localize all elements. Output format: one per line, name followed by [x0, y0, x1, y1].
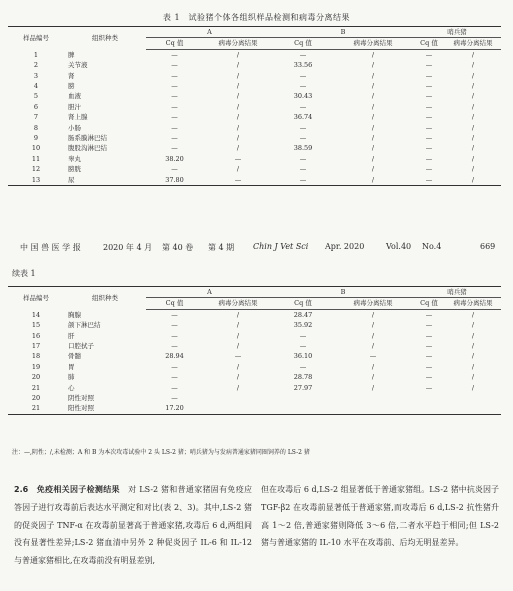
tissue-cell: 小肠: [68, 123, 81, 132]
sample-no-cell: 17: [31, 342, 41, 351]
table-row: [8, 383, 501, 393]
b-isolation-cell: /: [333, 175, 413, 186]
page-number: 669: [480, 242, 496, 251]
sample-no-cell: 7: [33, 113, 39, 122]
a-ct-cell: —: [171, 61, 178, 70]
sample-no-cell: 1: [33, 50, 39, 59]
sample-no-cell: 6: [33, 102, 39, 111]
tissue-cell: 肾: [68, 71, 75, 80]
tissue-cell: 胸腺: [68, 310, 81, 319]
b-ct-cell: —: [299, 82, 307, 91]
isolation-header: 病毒分离结果: [333, 298, 413, 309]
a-isolation-cell: /: [236, 310, 240, 319]
sentinel-isolation-cell: /: [445, 175, 501, 186]
table-row: [8, 362, 501, 372]
tissue-cell: 阳性对照: [64, 403, 146, 414]
sentinel-ct-cell: —: [425, 373, 433, 382]
table-row: [8, 60, 501, 70]
tissue-header: 组织种类: [64, 287, 146, 310]
b-ct-cell: 28.47: [293, 310, 313, 319]
table-row: [8, 81, 501, 91]
sentinel-ct-cell: —: [425, 71, 433, 80]
b-ct-cell: 36.74: [293, 113, 313, 122]
a-isolation-cell: /: [236, 383, 240, 392]
a-isolation-cell: —: [203, 175, 273, 186]
sentinel-ct-cell: [413, 403, 445, 414]
b-ct-cell: [273, 403, 333, 414]
sentinel-ct-cell: —: [425, 331, 433, 340]
tissue-cell: 血液: [68, 92, 81, 101]
volume: 第 40 卷: [162, 243, 194, 252]
issue-en: No.4: [422, 242, 442, 251]
tissue-header: 组织种类: [64, 27, 146, 50]
volume-en: Vol.40: [386, 242, 412, 251]
a-ct-cell: —: [171, 134, 178, 143]
b-isolation-cell: /: [371, 383, 375, 392]
sample-no-cell: 13: [8, 175, 64, 186]
b-ct-cell: 28.78: [293, 373, 313, 382]
b-ct-cell: —: [273, 175, 333, 186]
a-ct-cell: —: [171, 321, 178, 330]
tissue-cell: 脾: [68, 50, 75, 59]
sample-no-header: 样品编号: [8, 27, 64, 50]
group-b-header: B: [273, 287, 413, 298]
table-row: [8, 123, 501, 133]
sentinel-isolation-cell: [445, 403, 501, 414]
table-row: [8, 164, 501, 174]
ct-header: Cq 值: [273, 38, 333, 49]
table-row: [8, 154, 501, 164]
sentinel-ct-cell: [413, 393, 445, 403]
b-isolation-cell: /: [371, 123, 375, 132]
sample-no-cell: 15: [31, 321, 41, 330]
sentinel-ct-cell: —: [425, 321, 433, 330]
b-isolation-cell: /: [371, 331, 375, 340]
sentinel-ct-cell: —: [425, 362, 433, 371]
table2-caption: 续表 1: [12, 269, 36, 278]
sample-no-cell: 12: [31, 165, 41, 174]
table-row: [8, 102, 501, 112]
a-ct-cell: —: [171, 394, 178, 403]
a-isolation-cell: /: [236, 71, 240, 80]
sentinel-header: 哨兵猪: [413, 287, 501, 298]
a-isolation-cell: /: [236, 82, 240, 91]
b-isolation-cell: /: [371, 92, 375, 101]
a-ct-cell: —: [171, 113, 178, 122]
b-ct-cell: 36.10: [293, 352, 313, 361]
sample-no-cell: 18: [31, 352, 41, 361]
isolation-header: 病毒分离结果: [333, 38, 413, 49]
sample-no-cell: 14: [31, 310, 41, 319]
b-isolation-cell: /: [371, 61, 375, 70]
issue-date: 2020 年 4 月: [103, 243, 153, 252]
sentinel-isolation-cell: /: [471, 92, 475, 101]
b-ct-cell: 33.56: [293, 61, 313, 70]
sentinel-ct-cell: —: [425, 165, 433, 174]
a-ct-cell: —: [171, 82, 178, 91]
tissue-cell: 肾上腺: [68, 113, 88, 122]
sentinel-isolation-cell: /: [471, 71, 475, 80]
ct-header: Cq 值: [413, 298, 445, 309]
group-b-header: B: [273, 27, 413, 38]
b-ct-cell: —: [299, 154, 307, 163]
b-isolation-cell: /: [371, 362, 375, 371]
sentinel-isolation-cell: /: [471, 113, 475, 122]
a-ct-cell: —: [171, 383, 178, 392]
table-row: [8, 143, 501, 153]
body-column-left: [14, 481, 252, 570]
tissue-cell: 膀: [68, 82, 75, 91]
a-ct-cell: 37.80: [146, 175, 203, 186]
b-isolation-cell: /: [371, 102, 375, 111]
isolation-header: 病毒分离结果: [203, 298, 273, 309]
b-ct-cell: 30.43: [293, 92, 313, 101]
b-ct-cell: 38.59: [293, 144, 313, 153]
tissue-cell: 尿: [64, 175, 146, 186]
b-ct-cell: [273, 393, 333, 403]
body-column-right: [261, 481, 499, 552]
a-ct-cell: —: [171, 123, 178, 132]
a-ct-cell: —: [171, 362, 178, 371]
ct-header: Cq 值: [413, 38, 445, 49]
b-isolation-cell: —: [369, 352, 377, 361]
a-isolation-cell: [203, 393, 273, 403]
sentinel-ct-cell: —: [425, 82, 433, 91]
a-isolation-cell: /: [236, 123, 240, 132]
sample-no-cell: 4: [33, 82, 39, 91]
b-isolation-cell: /: [371, 342, 375, 351]
sentinel-isolation-cell: /: [471, 165, 475, 174]
sample-no-cell: 5: [33, 92, 39, 101]
tissue-cell: 睾丸: [68, 154, 81, 163]
sentinel-isolation-cell: /: [471, 154, 475, 163]
a-isolation-cell: /: [236, 134, 240, 143]
sentinel-isolation-cell: /: [471, 123, 475, 132]
sentinel-isolation-cell: /: [471, 331, 475, 340]
table-row: [8, 351, 501, 361]
b-ct-cell: —: [299, 102, 307, 111]
a-isolation-cell: /: [236, 144, 240, 153]
sentinel-ct-cell: —: [425, 113, 433, 122]
ct-header: Cq 值: [146, 38, 203, 49]
a-isolation-cell: /: [236, 342, 240, 351]
tissue-cell: 肝: [68, 331, 75, 340]
b-isolation-cell: /: [371, 82, 375, 91]
a-ct-cell: —: [171, 71, 178, 80]
b-ct-cell: —: [299, 165, 307, 174]
sentinel-isolation-cell: [445, 393, 501, 403]
tissue-cell: 骨髓: [68, 352, 81, 361]
sentinel-isolation-cell: /: [471, 342, 475, 351]
table1: [8, 26, 501, 186]
table-note: 注：—,阴性；/,未检测；A 和 B 为本次攻毒试验中 2 头 LS-2 猪；哨兵猪为与发病普通家猪同圈饲养的 LS-2 猪: [12, 449, 310, 456]
sample-no-cell: 2: [33, 61, 39, 70]
table2: [8, 286, 501, 415]
journal-name: 中 国 兽 医 学 报: [20, 243, 81, 252]
a-ct-cell: —: [171, 102, 178, 111]
issue: 第 4 期: [208, 243, 235, 252]
b-ct-cell: —: [299, 342, 307, 351]
sample-no-cell: 10: [31, 144, 41, 153]
a-ct-cell: —: [171, 373, 178, 382]
tissue-cell: 胃: [68, 362, 75, 371]
paragraph-text: 但在攻毒后 6 d,LS-2 组显著低于普通家猪组。LS-2 猪中抗炎因子 TGF-β2 在攻毒前显著低于普通家猪,而攻毒后 6 d,LS-2 抗性猪升高 1～2 倍,普通家猪则降低 3～6 倍,二者水平趋于相同;但 LS-2 猪与普通家猪的 IL-10 水平在攻毒前、后均无明显差异。: [261, 485, 499, 548]
ct-header: Cq 值: [146, 298, 203, 309]
sentinel-ct-cell: —: [413, 175, 445, 186]
table-row: [8, 372, 501, 382]
sentinel-isolation-cell: /: [471, 321, 475, 330]
journal-en: Chin J Vet Sci: [253, 242, 309, 251]
a-ct-cell: —: [171, 50, 178, 59]
a-ct-cell: 17.20: [146, 403, 203, 414]
sentinel-isolation-cell: /: [471, 50, 475, 59]
sentinel-isolation-cell: /: [471, 373, 475, 382]
tissue-cell: 肠系膜淋巴结: [68, 134, 107, 143]
sample-no-cell: 9: [33, 134, 39, 143]
table-row: [8, 133, 501, 143]
a-isolation-cell: /: [236, 113, 240, 122]
sentinel-ct-cell: —: [425, 50, 433, 59]
a-ct-cell: —: [171, 342, 178, 351]
b-isolation-cell: /: [371, 134, 375, 143]
sentinel-isolation-cell: /: [471, 134, 475, 143]
b-ct-cell: —: [299, 71, 307, 80]
tissue-cell: 肺: [68, 373, 75, 382]
a-ct-cell: 38.20: [165, 154, 184, 163]
sentinel-ct-cell: —: [425, 342, 433, 351]
sentinel-ct-cell: —: [425, 352, 433, 361]
a-isolation-cell: /: [236, 165, 240, 174]
b-ct-cell: 35.92: [293, 321, 313, 330]
b-isolation-cell: /: [371, 144, 375, 153]
sentinel-ct-cell: —: [425, 92, 433, 101]
sentinel-ct-cell: —: [425, 310, 433, 319]
ct-header: Cq 值: [273, 298, 333, 309]
b-isolation-cell: [333, 393, 413, 403]
isolation-header: 病毒分离结果: [445, 38, 501, 49]
tissue-cell: 心: [68, 383, 75, 392]
sample-no-cell: 19: [31, 362, 41, 371]
b-ct-cell: —: [299, 50, 307, 59]
sample-no-cell: 3: [33, 71, 39, 80]
sentinel-ct-cell: —: [425, 123, 433, 132]
sentinel-isolation-cell: /: [471, 362, 475, 371]
sentinel-isolation-cell: /: [471, 310, 475, 319]
sentinel-isolation-cell: /: [471, 352, 475, 361]
sentinel-ct-cell: —: [425, 134, 433, 143]
sentinel-header: 哨兵猪: [413, 27, 501, 38]
b-isolation-cell: /: [371, 373, 375, 382]
paragraph-text: 对 LS-2 猪和普通家猪固有免疫应答因子进行攻毒前后表达水平测定和对比(表 2、3)。其中,LS-2 猪的促炎因子 TNF-α 在攻毒前显著高于普通家猪,攻毒后 6 d,两组间没有显著性差异;LS-2 猪血清中另外 2 种促炎因子 IL-6 和 IL-12 与普通家猪相比,在攻毒前没有明显差别,: [14, 485, 253, 566]
table-row: [8, 403, 501, 414]
table-row: [8, 91, 501, 101]
sentinel-ct-cell: —: [425, 383, 433, 392]
tissue-cell: 口腔拭子: [68, 342, 94, 351]
a-isolation-cell: /: [236, 50, 240, 59]
a-isolation-cell: /: [236, 321, 240, 330]
table-row: [8, 49, 501, 60]
table1-caption: 表 1 试验猪个体各组织样品检测和病毒分离结果: [162, 13, 351, 22]
a-ct-cell: —: [171, 144, 178, 153]
sentinel-ct-cell: —: [425, 61, 433, 70]
a-ct-cell: —: [171, 310, 178, 319]
sentinel-isolation-cell: /: [471, 82, 475, 91]
date-en: Apr. 2020: [325, 242, 365, 251]
sample-no-cell: 21: [31, 383, 41, 392]
a-isolation-cell: [203, 403, 273, 414]
b-isolation-cell: /: [371, 165, 375, 174]
a-isolation-cell: /: [236, 92, 240, 101]
a-isolation-cell: /: [236, 331, 240, 340]
sentinel-isolation-cell: /: [471, 383, 475, 392]
sample-no-cell: 11: [31, 154, 41, 163]
table-row: [8, 309, 501, 320]
b-ct-cell: —: [299, 362, 307, 371]
sample-no-cell: 21: [8, 403, 64, 414]
sample-no-cell: 20: [31, 394, 41, 403]
section-heading: 2.6 免疫相关因子检测结果: [14, 485, 120, 494]
group-a-header: A: [146, 287, 273, 298]
a-ct-cell: —: [171, 92, 178, 101]
table-row: [8, 341, 501, 351]
sample-no-cell: 20: [31, 373, 41, 382]
sentinel-ct-cell: —: [425, 154, 433, 163]
table-row: [8, 393, 501, 403]
a-isolation-cell: /: [236, 362, 240, 371]
sentinel-isolation-cell: /: [471, 102, 475, 111]
sample-no-cell: 16: [31, 331, 41, 340]
b-isolation-cell: /: [371, 321, 375, 330]
a-isolation-cell: —: [234, 154, 242, 163]
isolation-header: 病毒分离结果: [445, 298, 501, 309]
isolation-header: 病毒分离结果: [203, 38, 273, 49]
a-ct-cell: —: [171, 331, 178, 340]
b-ct-cell: 27.97: [293, 383, 313, 392]
a-ct-cell: —: [171, 165, 178, 174]
tissue-cell: 胆汁: [68, 102, 81, 111]
b-ct-cell: —: [299, 123, 307, 132]
b-isolation-cell: /: [371, 113, 375, 122]
tissue-cell: 关节液: [68, 61, 88, 70]
b-isolation-cell: /: [371, 310, 375, 319]
b-isolation-cell: [333, 403, 413, 414]
a-isolation-cell: /: [236, 61, 240, 70]
table-row: [8, 331, 501, 341]
sentinel-ct-cell: —: [425, 144, 433, 153]
b-isolation-cell: /: [371, 154, 375, 163]
a-isolation-cell: /: [236, 373, 240, 382]
sample-no-header: 样品编号: [8, 287, 64, 310]
a-isolation-cell: /: [236, 102, 240, 111]
b-ct-cell: —: [299, 331, 307, 340]
b-isolation-cell: /: [371, 71, 375, 80]
sentinel-isolation-cell: /: [471, 61, 475, 70]
b-isolation-cell: /: [371, 50, 375, 59]
sample-no-cell: 8: [33, 123, 39, 132]
a-ct-cell: 28.94: [165, 352, 184, 361]
table-row: [8, 320, 501, 330]
sentinel-isolation-cell: /: [471, 144, 475, 153]
table-row: [8, 175, 501, 186]
b-ct-cell: —: [299, 134, 307, 143]
tissue-cell: 阴性对照: [68, 394, 94, 403]
group-a-header: A: [146, 27, 273, 38]
table-row: [8, 112, 501, 122]
tissue-cell: 膀胱: [68, 165, 81, 174]
table-row: [8, 71, 501, 81]
tissue-cell: 腹股沟淋巴结: [68, 144, 107, 153]
a-isolation-cell: —: [234, 352, 242, 361]
sentinel-ct-cell: —: [425, 102, 433, 111]
tissue-cell: 颌下淋巴结: [68, 321, 101, 330]
